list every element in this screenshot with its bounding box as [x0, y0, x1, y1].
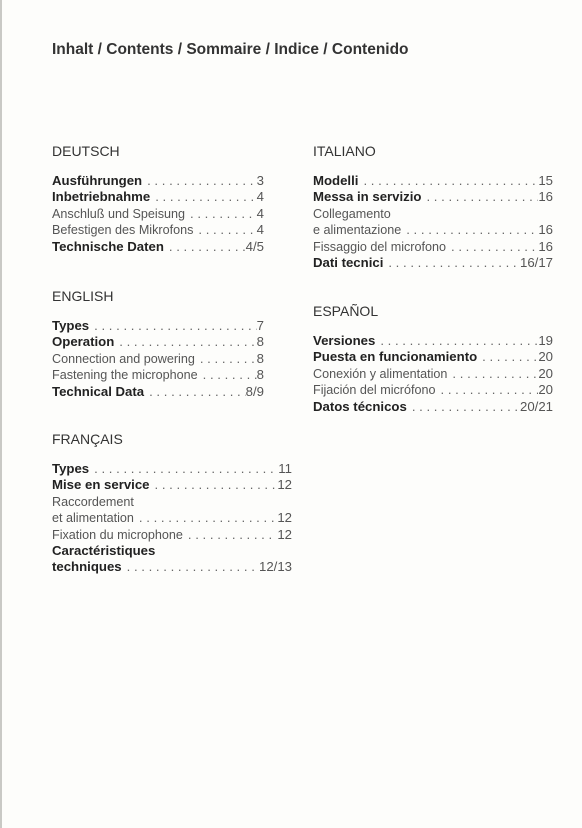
entry-page: 20 [538, 349, 553, 365]
entry-page: 12 [277, 477, 292, 493]
section-heading: DEUTSCH [52, 143, 120, 159]
toc-entry[interactable] [52, 239, 264, 255]
left-column [52, 0, 302, 828]
toc-entry[interactable] [313, 333, 553, 349]
entry-page: 19 [538, 333, 553, 348]
entry-page: 16 [538, 222, 553, 238]
entry-page: 16 [538, 189, 553, 205]
entry-title: Dati tecnici [313, 254, 384, 270]
section-heading: ESPAÑOL [313, 303, 379, 319]
toc-entry[interactable] [313, 255, 553, 271]
entry-title: Modelli [313, 173, 359, 188]
right-column [313, 0, 563, 828]
page-title: Inhalt / Contents / Sommaire / Indice / Contenido [52, 41, 409, 58]
toc-entry[interactable] [52, 543, 292, 559]
section-deutsch [52, 143, 264, 255]
entry-title: Messa in servizio [313, 189, 422, 205]
entry-page: 20 [538, 365, 553, 381]
entry-title: Anschluß und Speisung [52, 206, 186, 221]
entry-title: Fastening the microphone [52, 368, 198, 383]
entry-title: Raccordement [52, 494, 134, 509]
entry-page: 12/13 [258, 559, 292, 575]
toc-entry[interactable] [52, 222, 264, 238]
entry-title: et alimentation [52, 511, 134, 526]
entry-page: 7 [256, 318, 264, 333]
entry-page: 8 [256, 350, 264, 366]
toc-entry[interactable] [52, 559, 292, 575]
toc-entry[interactable] [313, 382, 553, 398]
entry-title: Types [52, 461, 90, 476]
toc-entry[interactable] [52, 351, 264, 367]
entry-title: Fissaggio del microfono [313, 239, 446, 254]
section-heading: ITALIANO [313, 143, 376, 159]
entry-title: Caractéristiques [52, 542, 156, 558]
toc-entry[interactable] [313, 222, 553, 238]
entry-page: 4 [256, 189, 264, 205]
entry-title: Ausführungen [52, 173, 143, 188]
entry-title: Mise en service [52, 477, 150, 493]
entry-page: 15 [538, 173, 553, 188]
entry-page: 8 [256, 367, 264, 383]
entry-page: 4 [256, 222, 264, 238]
toc-entry[interactable] [313, 399, 553, 415]
entry-title: Technische Daten [52, 238, 164, 254]
toc-entry[interactable] [52, 510, 292, 526]
section-italiano [313, 143, 553, 271]
toc-entry[interactable] [313, 206, 553, 222]
entry-page: 4 [256, 205, 264, 221]
entry-title: Connection and powering [52, 351, 195, 366]
toc-entry[interactable] [52, 334, 264, 350]
section-english [52, 288, 264, 400]
entry-page: 16 [538, 238, 553, 254]
entry-page: 20/21 [519, 398, 553, 414]
entry-page: 12 [277, 510, 292, 526]
entry-page: 8 [256, 334, 264, 350]
toc-entry[interactable] [52, 477, 292, 493]
entry-page: 16/17 [519, 254, 553, 270]
toc-entry[interactable] [52, 367, 264, 383]
section-heading: FRANÇAIS [52, 431, 123, 447]
entry-title: Fijación del micrófono [313, 383, 436, 398]
entry-title: Types [52, 318, 90, 333]
entry-page: 4/5 [245, 238, 264, 254]
toc-entry[interactable] [52, 494, 292, 510]
toc-entry[interactable] [52, 318, 264, 334]
page-edge [0, 0, 2, 828]
entry-title: Conexión y alimentation [313, 366, 448, 381]
entry-title: Technical Data [52, 383, 145, 399]
entry-title: Inbetriebnahme [52, 189, 151, 205]
entry-title: Versiones [313, 333, 376, 348]
entry-page: 3 [256, 173, 264, 188]
toc-entry[interactable] [52, 189, 264, 205]
toc-entry[interactable] [52, 384, 264, 400]
toc-entry[interactable] [52, 527, 292, 543]
entry-page: 20 [538, 382, 553, 398]
entry-title: Fixation du microphone [52, 527, 183, 542]
entry-page: 8/9 [245, 383, 264, 399]
toc-entry[interactable] [313, 349, 553, 365]
entry-title: Datos técnicos [313, 398, 407, 414]
entry-title: Operation [52, 334, 115, 350]
toc-entry[interactable] [313, 173, 553, 189]
entry-title: techniques [52, 559, 122, 575]
section-francais [52, 431, 292, 576]
toc-entry[interactable] [52, 206, 264, 222]
toc-entry[interactable] [313, 366, 553, 382]
entry-page: 11 [278, 461, 292, 476]
entry-title: Befestigen des Mikrofons [52, 223, 194, 238]
toc-entry[interactable] [313, 189, 553, 205]
entry-title: Puesta en funcionamiento [313, 349, 478, 365]
toc-entry[interactable] [52, 173, 264, 189]
entry-title: e alimentazione [313, 223, 402, 238]
toc-entry[interactable] [52, 461, 292, 477]
entry-page: 12 [277, 526, 292, 542]
entry-title: Collegamento [313, 206, 391, 221]
toc-entry[interactable] [313, 239, 553, 255]
section-espanol [313, 303, 553, 415]
section-heading: ENGLISH [52, 288, 114, 304]
